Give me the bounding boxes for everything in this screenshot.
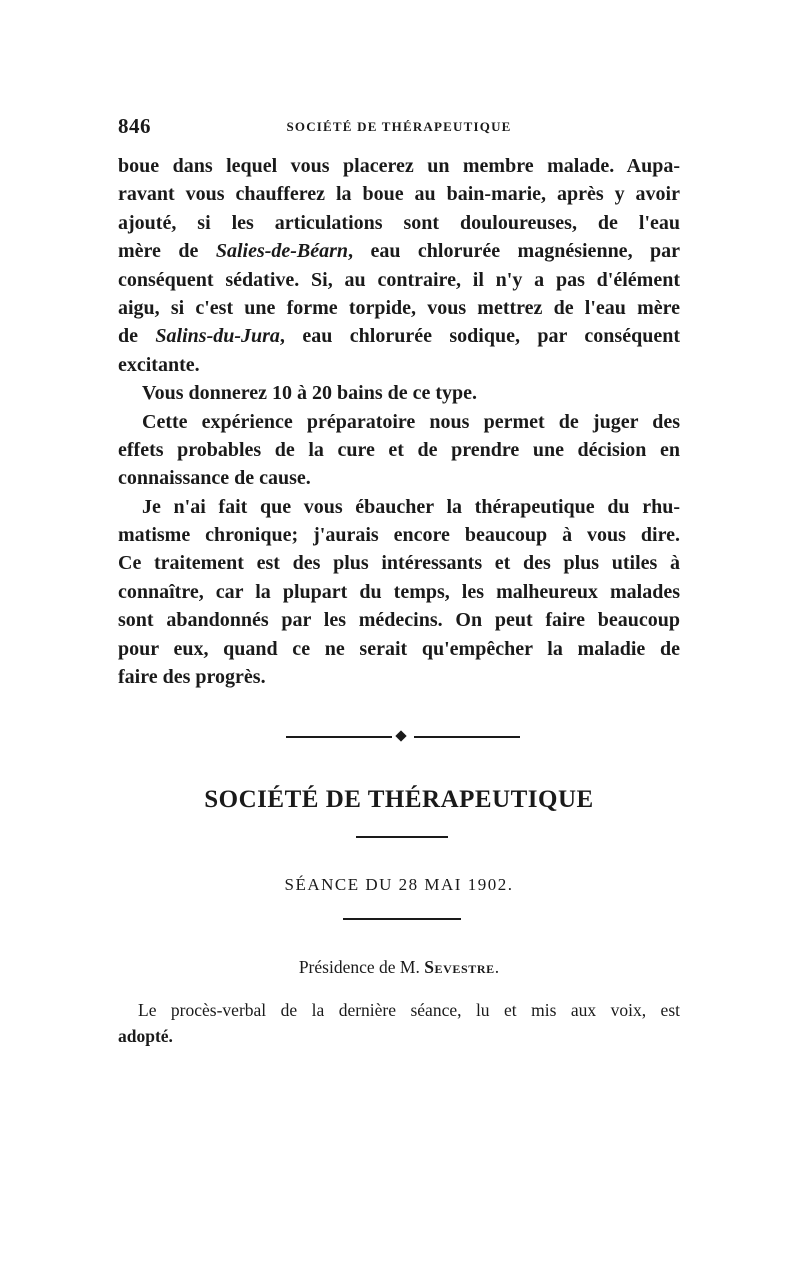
text-line: Cette expérience préparatoire nous permet de juger des — [142, 410, 680, 433]
running-title: SOCIÉTÉ DE THÉRAPEUTIQUE — [286, 119, 512, 134]
text-line: Vous donnerez 10 à 20 bains de ce type. — [142, 382, 478, 405]
minutes-paragraph — [118, 997, 680, 1049]
text-line: Le procès-verbal de la dernière séance, lu et mis aux voix, est — [138, 1000, 680, 1020]
running-head — [118, 114, 680, 140]
text-line: Ce traitement est des plus intéressants et des plus utiles à — [118, 552, 680, 575]
text-line: adopté. — [118, 1026, 173, 1046]
text-line: boue dans lequel vous placerez un membre malade. Aupa- — [118, 155, 680, 177]
text-line: conséquent sédative. Si, au contraire, il n'y a pas d'élément — [118, 268, 680, 291]
text-line: ravant vous chaufferez la boue au bain-marie, après y avoir — [118, 183, 680, 206]
place-name: Salins-du-Jura — [155, 325, 280, 348]
text-line: Je n'ai fait que vous ébaucher la thérapeutique du rhu- — [142, 495, 680, 518]
text-fragment: de — [118, 325, 156, 348]
presidency-prefix: Présidence de M. — [298, 957, 425, 977]
text-line: excitante. — [118, 353, 200, 376]
body-text — [118, 152, 680, 691]
page-number: 846 — [118, 114, 151, 138]
place-name: Salies-de-Béarn — [215, 240, 349, 263]
section-title: SOCIÉTÉ DE THÉRAPEUTIQUE — [204, 786, 594, 813]
text-fragment: , eau chlorurée sodique, par conséquent — [279, 325, 680, 348]
text-line: faire des progrès. — [118, 666, 266, 689]
session-date: SÉANCE DU 28 MAI 1902. — [284, 875, 514, 894]
diamond-icon — [395, 730, 406, 741]
text-line: aigu, si c'est une forme torpide, vous mettrez de l'eau mère — [118, 296, 680, 319]
title-underline — [356, 836, 448, 838]
text-line: ajouté, si les articulations sont douloureuses, de l'eau — [118, 211, 680, 234]
presidency-suffix: . — [494, 957, 500, 977]
text-line — [118, 322, 680, 350]
text-line: connaître, car la plupart du temps, les malheureux malades — [118, 580, 680, 603]
text-line: sont abandonnés par les médecins. On peut faire beaucoup — [118, 609, 680, 632]
text-line: effets probables de la cure et de prendre une décision en — [118, 438, 680, 461]
text-fragment: , eau chlorurée magnésienne, par — [348, 240, 681, 263]
session-underline — [343, 918, 461, 920]
text-line: pour eux, quand ce ne serait qu'empêcher la maladie de — [118, 637, 680, 660]
ornament-rule-left — [286, 736, 392, 738]
text-line: matisme chronique; j'aurais encore beaucoup à vous dire. — [118, 524, 680, 547]
text-fragment: mère de — [118, 240, 216, 263]
text-line — [118, 237, 680, 265]
president-name: Sevestre — [424, 957, 495, 977]
presidency-line — [118, 957, 680, 978]
text-line: connaissance de cause. — [118, 467, 311, 490]
ornament-rule-right — [414, 736, 520, 738]
ornament-divider — [286, 731, 520, 743]
